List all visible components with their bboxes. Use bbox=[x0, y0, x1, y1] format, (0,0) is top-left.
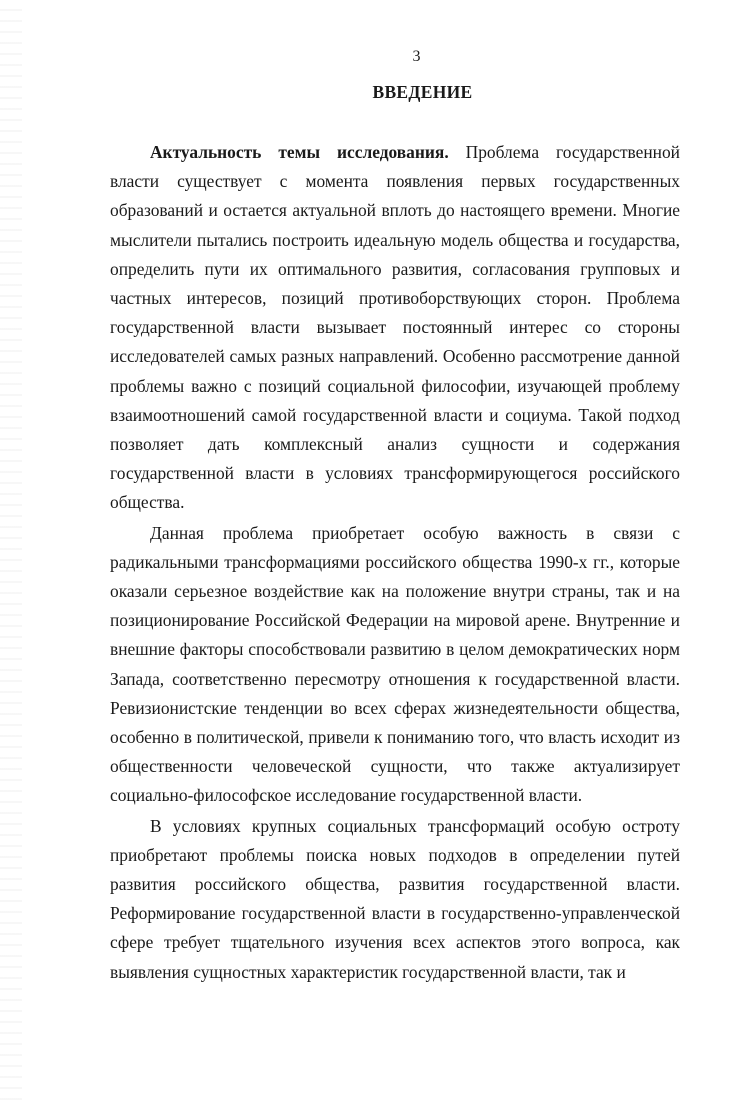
document-body bbox=[110, 138, 680, 987]
page-number: 3 bbox=[412, 48, 421, 65]
section-heading: ВВЕДЕНИЕ bbox=[372, 82, 473, 102]
paragraph-lead: Актуальность темы исследования. bbox=[150, 142, 449, 162]
scan-edge-artifact bbox=[0, 0, 22, 1100]
paragraph-text: В условиях крупных социальных трансформаций особую остроту приобретают проблемы поиска новых подходов в определении путей развития российского общества, развития государственной власти. Реформирование государственной власти в государственно-управленческой сфере требует тщательного изучения всех аспектов этого вопроса, как выявления сущностных характеристик государственной власти, так и bbox=[110, 815, 680, 982]
paragraph-reforms bbox=[110, 812, 680, 987]
paragraph-text: Данная проблема приобретает особую важность в связи с радикальными трансформациями российского общества 1990-х гг., которые оказали серьезное воздействие как на положение внутри страны, так и на позиционирование Российской Федерации на мировой арене. Внутренние и внешние факторы способствовали развитию в целом демократических норм Запада, соответственно пересмотру отношения к государственной власти. Ревизионистские тенденции во всех сферах жизнедеятельности общества, особенно в политической, привели к пониманию того, что власть исходит из общественности человеческой сущности, что также актуализирует социально-философское исследование государственной власти. bbox=[110, 522, 680, 806]
paragraph-relevance bbox=[110, 138, 680, 518]
paragraph-transformations bbox=[110, 519, 680, 811]
paragraph-text: Проблема государственной власти существует с момента появления первых государственных образований и остается актуальной вплоть до настоящего времени. Многие мыслители пытались построить идеальную модель общества и государства, определить пути их оптимального развития, согласования групповых и частных интересов, позиций противоборствующих сторон. Проблема государственной власти вызывает постоянный интерес со стороны исследователей самых разных направлений. Особенно рассмотрение данной проблемы важно с позиций социальной философии, изучающей проблему взаимоотношений самой государственной власти и социума. Такой подход позволяет дать комплексный анализ сущности и содержания государственной власти в условиях трансформирующегося российского общества. bbox=[110, 142, 680, 513]
